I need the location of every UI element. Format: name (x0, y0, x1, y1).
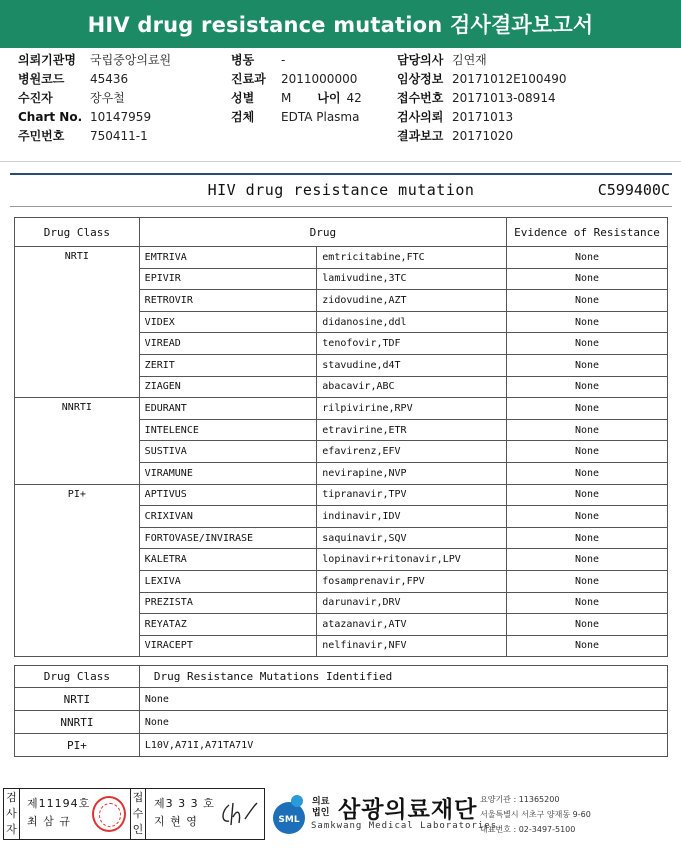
drug-brand-cell: SUSTIVA (139, 441, 317, 463)
report-banner (0, 0, 681, 48)
drug-brand-cell: VIDEX (139, 311, 317, 333)
drug-generic-cell: efavirenz,EFV (317, 441, 507, 463)
drug-brand-cell: LEXIVA (139, 570, 317, 592)
info-row: 검체 EDTA Plasma (231, 110, 360, 124)
report-code: C599400C (597, 181, 670, 199)
seal-stamp (92, 796, 126, 832)
drug-brand-cell: FORTOVASE/INVIRASE (139, 527, 317, 549)
drug-class-cell: PI+ (15, 484, 140, 657)
drug-brand-cell: PREZISTA (139, 592, 317, 614)
evidence-cell: None (507, 506, 668, 528)
info-row: 검사의뢰 20171013 (397, 110, 514, 124)
info-row: 임상정보 20171012E100490 (397, 72, 567, 86)
info-row: 주민번호 750411-1 (18, 129, 148, 143)
header-drug: Drug (139, 218, 506, 247)
drug-generic-cell: etravirine,ETR (317, 419, 507, 441)
table-header-row (15, 218, 668, 247)
examiner-label: 검 사 자 (4, 789, 20, 839)
drug-brand-cell: VIREAD (139, 333, 317, 355)
org-name: 삼광의료재단 (338, 797, 478, 823)
drug-brand-cell: INTELENCE (139, 419, 317, 441)
table-header-row (15, 666, 668, 688)
drug-brand-cell: ZERIT (139, 354, 317, 376)
drug-generic-cell: tenofovir,TDF (317, 333, 507, 355)
org-prefix: 의료 법인 (312, 797, 330, 818)
evidence-cell: None (507, 614, 668, 636)
evidence-cell: None (507, 592, 668, 614)
drug-brand-cell: REYATAZ (139, 614, 317, 636)
info-row: 수진자 장우철 (18, 91, 125, 105)
mutations-table (14, 665, 668, 757)
info-row: 병원코드 45436 (18, 72, 129, 86)
examiner-info (27, 795, 90, 831)
info-row: 접수번호 20171013-08914 (397, 91, 556, 105)
drug-table-body (15, 247, 668, 657)
drug-generic-cell: atazanavir,ATV (317, 614, 507, 636)
info-row: 성별 M 나이 42 (231, 89, 362, 108)
report-footer (0, 786, 681, 846)
drug-brand-cell: CRIXIVAN (139, 506, 317, 528)
info-row: 진료과 2011000000 (231, 72, 358, 86)
drug-generic-cell: saquinavir,SQV (317, 527, 507, 549)
evidence-cell: None (507, 268, 668, 290)
header-evidence: Evidence of Resistance (507, 218, 668, 247)
drug-generic-cell: darunavir,DRV (317, 592, 507, 614)
drug-generic-cell: emtricitabine,FTC (317, 247, 507, 269)
evidence-cell: None (507, 354, 668, 376)
drug-brand-cell: APTIVUS (139, 484, 317, 506)
age-label: 나이 (317, 91, 341, 105)
drug-brand-cell: RETROVIR (139, 290, 317, 312)
drug-generic-cell: nelfinavir,NFV (317, 635, 507, 657)
age-value: 42 (346, 91, 362, 105)
drug-class-cell: NRTI (15, 247, 140, 398)
report-sheet-title: HIV drug resistance mutation (207, 181, 475, 199)
drug-brand-cell: EPIVIR (139, 268, 317, 290)
evidence-cell: None (507, 376, 668, 398)
organization-logo-area (268, 788, 681, 842)
evidence-cell: None (507, 247, 668, 269)
evidence-cell: None (507, 419, 668, 441)
drug-brand-cell: ZIAGEN (139, 376, 317, 398)
evidence-cell: None (507, 570, 668, 592)
drug-generic-cell: indinavir,IDV (317, 506, 507, 528)
info-row: Chart No. 10147959 (18, 110, 152, 124)
drug-generic-cell: zidovudine,AZT (317, 290, 507, 312)
drug-brand-cell: VIRACEPT (139, 635, 317, 657)
evidence-cell: None (507, 549, 668, 571)
header-mutations: Drug Resistance Mutations Identified (139, 666, 667, 688)
drug-resistance-table (14, 217, 668, 657)
evidence-cell: None (507, 290, 668, 312)
drug-brand-cell: EMTRIVA (139, 247, 317, 269)
drug-generic-cell: lamivudine,3TC (317, 268, 507, 290)
evidence-cell: None (507, 398, 668, 420)
signature-scribble (219, 799, 259, 829)
receiver-info (154, 795, 215, 831)
table-row: PI+ L10V,A71I,A71TA71V (15, 734, 668, 757)
drug-brand-cell: VIRAMUNE (139, 462, 317, 484)
patient-info-column-2 (231, 51, 362, 127)
drug-generic-cell: tipranavir,TPV (317, 484, 507, 506)
section-divider (0, 161, 681, 162)
sml-logo-icon (268, 792, 310, 836)
org-english-name: Samkwang Medical Laboratories (311, 821, 498, 831)
header-drug-class: Drug Class (15, 218, 140, 247)
drug-generic-cell: abacavir,ABC (317, 376, 507, 398)
report-title: HIV drug resistance mutation 검사결과보고서 (87, 13, 594, 37)
header-drug-class: Drug Class (15, 666, 140, 688)
drug-brand-cell: EDURANT (139, 398, 317, 420)
info-row: 결과보고 20171020 (397, 129, 514, 143)
table-row (15, 398, 668, 420)
drug-generic-cell: didanosine,ddl (317, 311, 507, 333)
evidence-cell: None (507, 462, 668, 484)
title-rule (10, 206, 672, 207)
patient-info-column-3 (397, 51, 566, 146)
evidence-cell: None (507, 527, 668, 549)
sml-logo-text: SML (278, 815, 300, 825)
evidence-cell: None (507, 333, 668, 355)
report-sheet (10, 173, 672, 774)
patient-info-column-1 (18, 51, 171, 146)
drug-generic-cell: rilpivirine,RPV (317, 398, 507, 420)
examiner-name: 최 삼 규 (27, 815, 71, 828)
drug-generic-cell: fosamprenavir,FPV (317, 570, 507, 592)
table-row (15, 247, 668, 269)
info-row: 담당의사 김연재 (397, 53, 487, 67)
receiver-label: 접 수 인 (130, 789, 146, 839)
drug-generic-cell: lopinavir+ritonavir,LPV (317, 549, 507, 571)
drug-generic-cell: nevirapine,NVP (317, 462, 507, 484)
drug-generic-cell: stavudine,d4T (317, 354, 507, 376)
info-row: 병동 - (231, 53, 286, 67)
drug-class-cell: NNRTI (15, 398, 140, 484)
table-row (15, 484, 668, 506)
signature-box (3, 788, 265, 840)
table-row: NRTI None (15, 688, 668, 711)
drug-brand-cell: KALETRA (139, 549, 317, 571)
table-row: NNRTI None (15, 711, 668, 734)
evidence-cell: None (507, 484, 668, 506)
evidence-cell: None (507, 441, 668, 463)
org-contact: 요양기관 : 11365200 서울특별시 서초구 양재동 9-60 대표번호 : 02-3497-5100 (480, 795, 591, 834)
info-row: 의뢰기관명 국립중앙의료원 (18, 53, 172, 67)
receiver-name: 지 현 영 (154, 815, 198, 828)
examiner-license: 제11194호 (27, 797, 91, 810)
evidence-cell: None (507, 635, 668, 657)
receiver-license: 제3 3 3 호 (154, 797, 215, 810)
evidence-cell: None (507, 311, 668, 333)
